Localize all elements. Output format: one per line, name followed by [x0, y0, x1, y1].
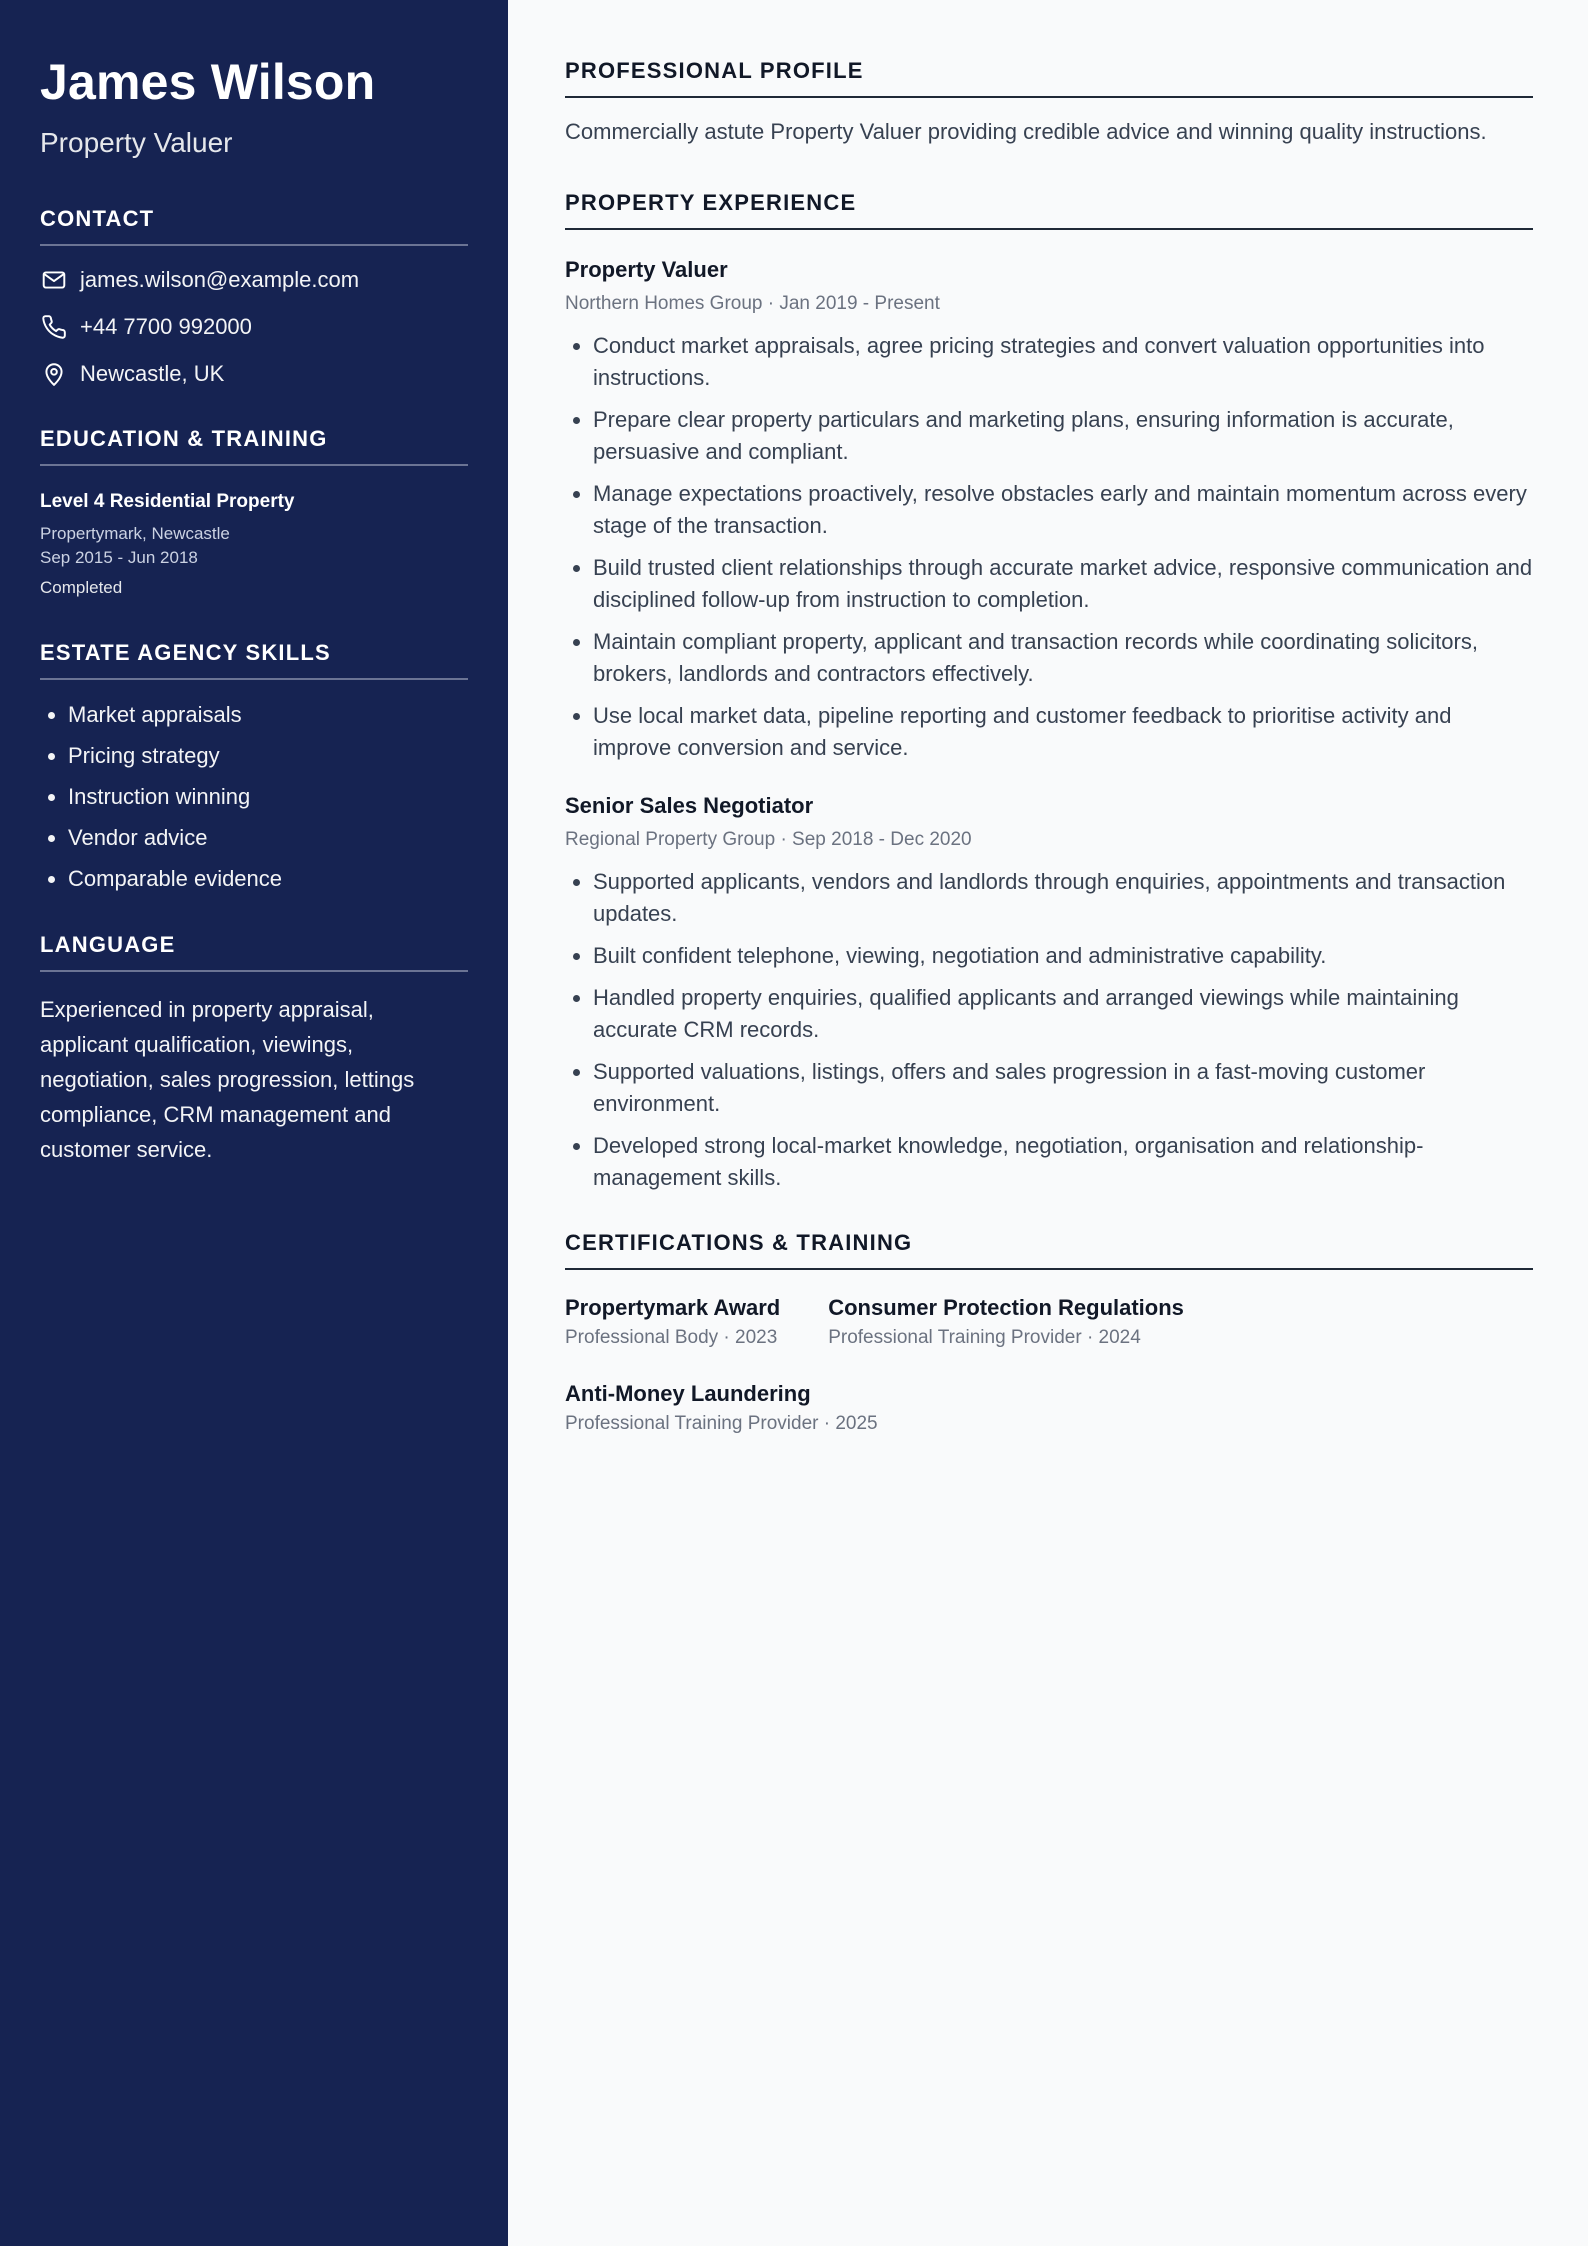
experience-heading: PROPERTY EXPERIENCE	[565, 190, 1533, 230]
experience-section	[565, 190, 1533, 1194]
contact-phone[interactable]	[40, 313, 468, 341]
contact-location-text: Newcastle, UK	[80, 361, 225, 386]
skill-item: • Instruction winning	[68, 784, 468, 810]
profile-text: Commercially astute Property Valuer providing credible advice and winning quality instructions.	[565, 119, 1487, 144]
phone-icon	[40, 313, 68, 341]
job-bullet: • Maintain compliant property, applicant and transaction records while coordinating solicitors, brokers, landlords and contractors effectively.	[593, 626, 1533, 690]
language-heading: LANGUAGE	[40, 932, 468, 972]
job-title: Property Valuer	[565, 257, 728, 282]
contact-phone-text: +44 7700 992000	[80, 314, 252, 339]
skill-item: • Market appraisals	[68, 702, 468, 728]
skill-item: • Pricing strategy	[68, 743, 468, 769]
certifications-grid	[565, 1284, 1485, 1456]
main-content	[508, 0, 1588, 2246]
job-bullet: • Handled property enquiries, qualified applicants and arranged viewings while maintaining accurate CRM records.	[593, 982, 1533, 1046]
job-meta: Regional Property Group · Sep 2018 - Dec 2020	[565, 829, 972, 850]
job-meta: Northern Homes Group · Jan 2019 - Present	[565, 293, 940, 314]
job-bullets	[565, 330, 1533, 764]
skill-item: • Comparable evidence	[68, 866, 468, 892]
job-bullet: • Built confident telephone, viewing, negotiation and administrative capability.	[593, 940, 1533, 972]
job-bullets	[565, 866, 1533, 1194]
contact-email[interactable]	[40, 266, 468, 294]
education-status: Completed	[40, 578, 123, 597]
contact-list	[40, 266, 468, 388]
education-org: Propertymark, Newcastle	[40, 524, 230, 543]
mail-icon	[40, 266, 68, 294]
contact-heading: CONTACT	[40, 206, 468, 246]
certification-item	[565, 1294, 780, 1350]
profile-heading: PROFESSIONAL PROFILE	[565, 58, 1533, 98]
education-heading: EDUCATION & TRAINING	[40, 426, 468, 466]
certifications-heading: CERTIFICATIONS & TRAINING	[565, 1230, 1533, 1270]
job-entry	[565, 256, 1533, 764]
contact-email-text: james.wilson@example.com	[80, 267, 360, 292]
skills-list	[40, 702, 468, 892]
certification-title: Consumer Protection Regulations	[828, 1295, 1184, 1320]
candidate-title: Property Valuer	[40, 127, 233, 158]
skills-section	[40, 640, 468, 892]
job-bullet: • Use local market data, pipeline reporting and customer feedback to prioritise activity and improve conversion and service.	[593, 700, 1533, 764]
certification-meta: Professional Training Provider · 2024	[828, 1327, 1141, 1348]
skills-heading: ESTATE AGENCY SKILLS	[40, 640, 468, 680]
education-dates: Sep 2015 - Jun 2018	[40, 548, 198, 567]
certification-item	[828, 1294, 1184, 1350]
sidebar	[0, 0, 508, 2246]
job-title: Senior Sales Negotiator	[565, 793, 814, 818]
certification-meta: Professional Training Provider · 2025	[565, 1413, 878, 1434]
job-bullet: • Supported valuations, listings, offers and sales progression in a fast-moving customer environment.	[593, 1056, 1533, 1120]
job-bullet: • Conduct market appraisals, agree pricing strategies and convert valuation opportunities into instructions.	[593, 330, 1533, 394]
job-bullet: • Build trusted client relationships through accurate market advice, responsive communication and disciplined follow-up from instruction to completion.	[593, 552, 1533, 616]
contact-location	[40, 360, 468, 388]
certification-item	[565, 1380, 878, 1436]
candidate-name: James Wilson	[40, 54, 376, 110]
profile-section	[565, 58, 1533, 148]
education-title: Level 4 Residential Property	[40, 491, 295, 512]
certification-title: Propertymark Award	[565, 1295, 781, 1320]
certifications-section	[565, 1230, 1533, 1456]
certification-title: Anti-Money Laundering	[565, 1381, 811, 1406]
skill-item: • Vendor advice	[68, 825, 468, 851]
job-entry	[565, 792, 1533, 1194]
language-section	[40, 932, 468, 1167]
job-bullet: • Supported applicants, vendors and landlords through enquiries, appointments and transaction updates.	[593, 866, 1533, 930]
job-bullet: • Prepare clear property particulars and marketing plans, ensuring information is accurate, persuasive and compliant.	[593, 404, 1533, 468]
certification-meta: Professional Body · 2023	[565, 1327, 778, 1348]
job-bullet: • Developed strong local-market knowledge, negotiation, organisation and relationship-management skills.	[593, 1130, 1533, 1194]
language-text: Experienced in property appraisal, applicant qualification, viewings, negotiation, sales progression, lettings compliance, CRM management and customer service.	[40, 997, 415, 1162]
location-pin-icon	[40, 360, 68, 388]
job-bullet: • Manage expectations proactively, resolve obstacles early and maintain momentum across every stage of the transaction.	[593, 478, 1533, 542]
contact-section	[40, 206, 468, 388]
education-section	[40, 426, 468, 600]
